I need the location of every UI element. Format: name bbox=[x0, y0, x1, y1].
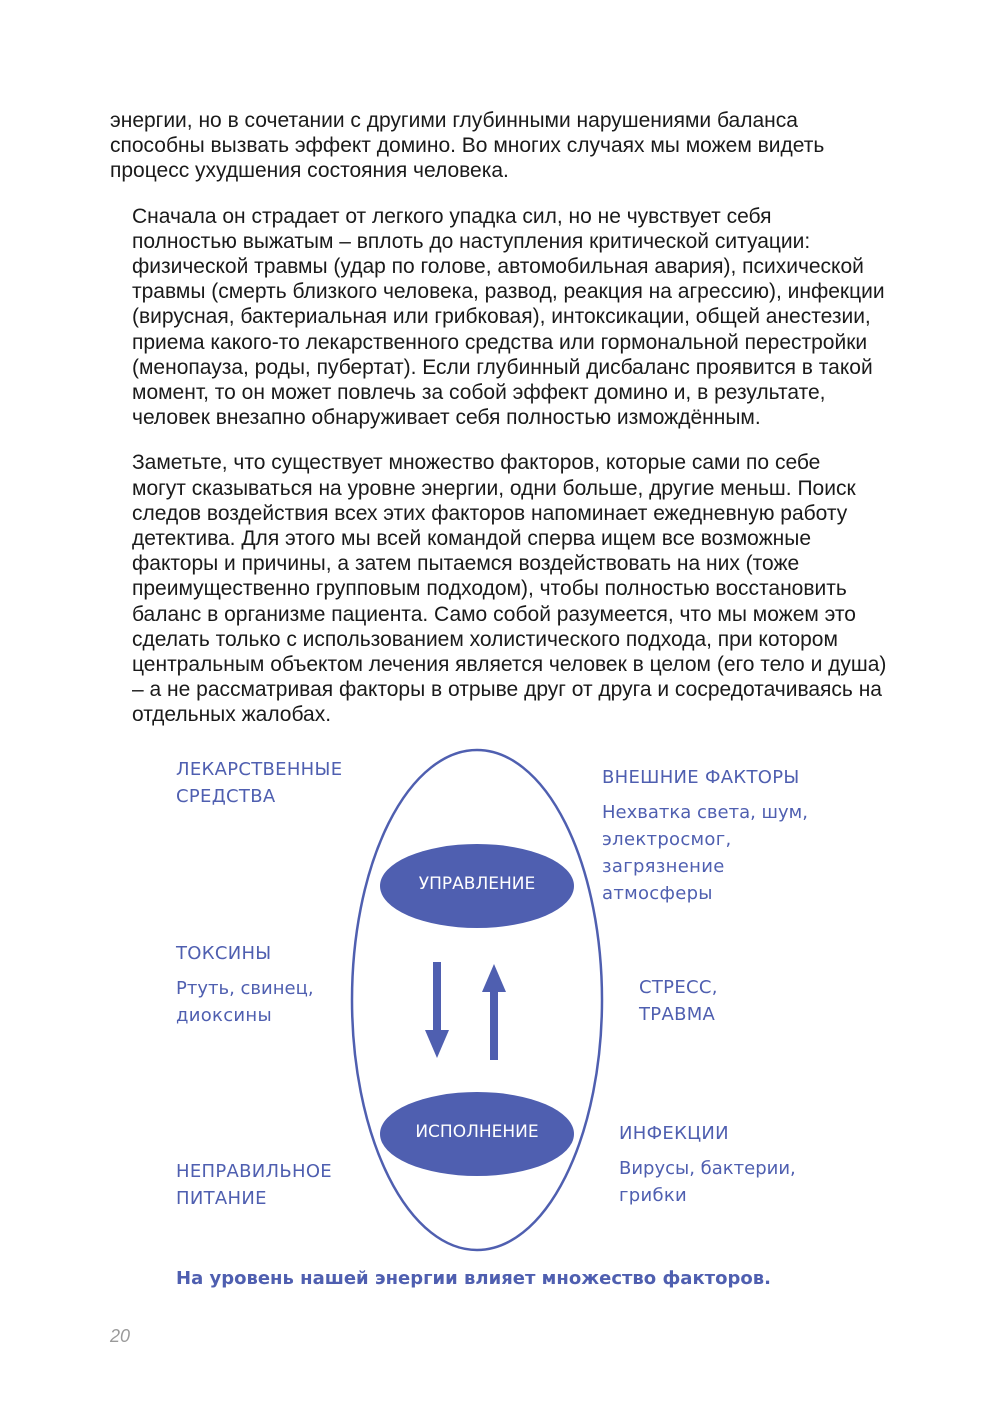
text-line: Сначала он страдает от легкого упадка сил, но не чувствует себя bbox=[132, 204, 772, 228]
text-line: сделать только с использованием холистического подхода, при котором bbox=[132, 627, 838, 651]
factor-stress bbox=[639, 974, 718, 1028]
diagram-caption: На уровень нашей энергии влияет множество факторов. bbox=[176, 1268, 771, 1289]
factor-drugs bbox=[176, 756, 342, 810]
paragraph-2 bbox=[110, 204, 900, 431]
text-line: центральным объектом лечения является человек в целом (его тело и душа) bbox=[132, 653, 887, 677]
factor-title: ТРАВМА bbox=[639, 1004, 716, 1025]
factor-detail: Нехватка света, шум, bbox=[602, 802, 808, 823]
text-line: способны вызвать эффект домино. Во многих случаях мы можем видеть bbox=[110, 134, 825, 158]
text-line: процесс ухудшения состояния человека. bbox=[110, 159, 509, 183]
factor-title: ВНЕШНИЕ ФАКТОРЫ bbox=[602, 767, 800, 788]
factor-detail: атмосферы bbox=[602, 883, 713, 904]
control-node-label: УПРАВЛЕНИЕ bbox=[418, 874, 536, 894]
factor-detail: диоксины bbox=[176, 1005, 273, 1026]
text-line: приема какого-то лекарственного средства или гормональной перестройки bbox=[132, 330, 868, 354]
text-line: Заметьте, что существует множество факторов, которые сами по себе bbox=[132, 451, 821, 475]
factor-detail: электросмог, bbox=[602, 829, 732, 850]
text-line: детектива. Для этого мы всей командой сперва ищем все возможные bbox=[132, 527, 812, 551]
factor-title: СТРЕСС, bbox=[639, 977, 718, 998]
arrow-down-icon bbox=[425, 962, 449, 1058]
factor-title: ЛЕКАРСТВЕННЫЕ bbox=[176, 759, 343, 780]
text-line: – а не рассматривая факторы в отрыве друг от друга и сосредотачиваясь на bbox=[132, 678, 882, 702]
energy-factors-diagram bbox=[0, 740, 1000, 1300]
text-line: (менопауза, роды, пубертат). Если глубинный дисбаланс проявится в такой bbox=[132, 355, 873, 379]
factor-title: НЕПРАВИЛЬНОЕ bbox=[176, 1161, 332, 1182]
paragraph-1 bbox=[110, 108, 900, 184]
text-line: момент, то он может повлечь за собой эффект домино и, в результате, bbox=[132, 381, 826, 405]
diagram-graphics bbox=[0, 740, 1000, 1300]
factor-detail: Ртуть, свинец, bbox=[176, 978, 314, 999]
text-line: факторы и причины, а затем пытаемся воздействовать на них (тоже bbox=[132, 552, 800, 576]
factor-external bbox=[602, 764, 808, 907]
factor-title: СРЕДСТВА bbox=[176, 786, 276, 807]
text-line: (вирусная, бактериальная или грибковая), интоксикации, общей анестезии, bbox=[132, 305, 871, 329]
text-line: травмы (смерть близкого человека, развод, реакция на агрессию), инфекции bbox=[132, 280, 885, 304]
text-line: физической травмы (удар по голове, автомобильная авария), психической bbox=[132, 255, 864, 279]
text-line: энергии, но в сочетании с другими глубинными нарушениями баланса bbox=[110, 109, 798, 132]
factor-detail: Вирусы, бактерии, bbox=[619, 1158, 796, 1179]
factor-infections bbox=[619, 1120, 796, 1209]
factor-nutrition bbox=[176, 1158, 332, 1212]
text-line: отдельных жалобах. bbox=[132, 703, 332, 727]
text-line: могут сказываться на уровне энергии, одни больше, другие меньш. Поиск bbox=[132, 476, 856, 500]
text-line: баланс в организме пациента. Само собой разумеется, что мы можем это bbox=[132, 602, 856, 626]
factor-detail: загрязнение bbox=[602, 856, 725, 877]
factor-detail: грибки bbox=[619, 1185, 688, 1206]
factor-toxins bbox=[176, 940, 314, 1029]
text-line: следов воздействия всех этих факторов напоминает ежедневную работу bbox=[132, 501, 848, 525]
factor-title: ТОКСИНЫ bbox=[176, 943, 272, 964]
text-line: полностью выжатым – вплоть до наступления критической ситуации: bbox=[132, 229, 811, 253]
text-line: человек внезапно обнаруживает себя полностью измождённым. bbox=[132, 406, 761, 430]
execution-node-label: ИСПОЛНЕНИЕ bbox=[415, 1122, 539, 1142]
text-line: преимущественно групповым подходом), чтобы полностью восстановить bbox=[132, 577, 847, 601]
page-number: 20 bbox=[110, 1326, 131, 1346]
arrow-up-icon bbox=[482, 964, 506, 1060]
paragraph-3 bbox=[110, 450, 900, 727]
factor-title: ИНФЕКЦИИ bbox=[619, 1123, 729, 1144]
body-text bbox=[110, 108, 900, 748]
factor-title: ПИТАНИЕ bbox=[176, 1188, 267, 1209]
